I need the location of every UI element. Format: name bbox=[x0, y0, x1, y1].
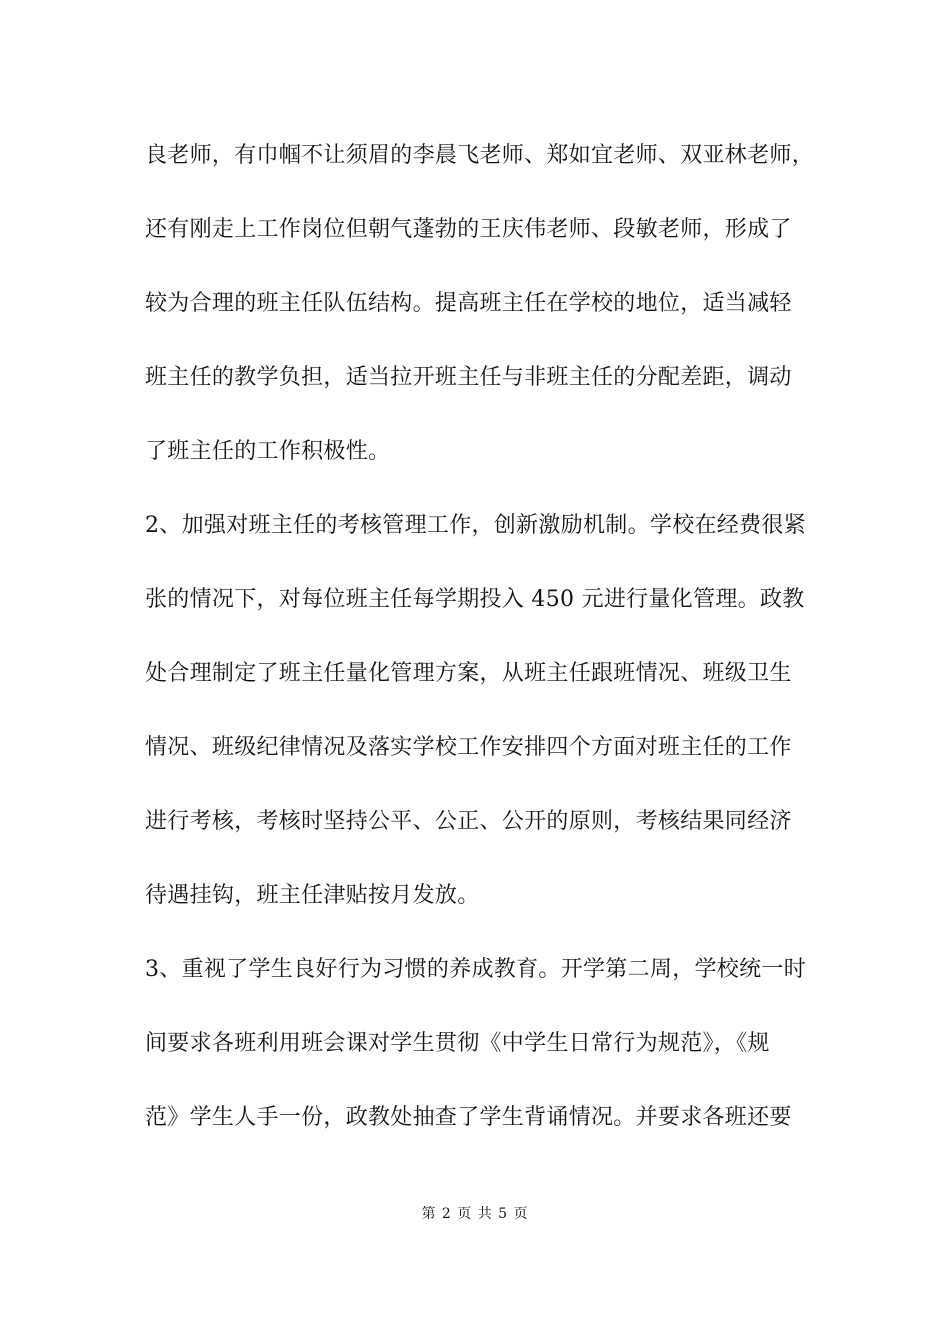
text-line: 待遇挂钩，班主任津贴按月发放。 bbox=[145, 883, 480, 908]
text-line: 张的情况下，对每位班主任每学期投入 450 元进行量化管理。政教 bbox=[145, 587, 805, 612]
text-line: 范》学生人手一份，政教处抽查了学生背诵情况。并要求各班还要 bbox=[145, 1105, 792, 1130]
text-line: 3、重视了学生良好行为习惯的养成教育。开学第二周，学校统一时 bbox=[145, 957, 806, 982]
text-line: 情况、班级纪律情况及落实学校工作安排四个方面对班主任的工作 bbox=[145, 735, 792, 760]
text-line: 2、加强对班主任的考核管理工作，创新激励机制。学校在经费很紧 bbox=[145, 513, 806, 538]
document-body bbox=[145, 128, 835, 1164]
text-line: 间要求各班利用班会课对学生贯彻《中学生日常行为规范》，《规 bbox=[145, 1031, 770, 1056]
page-footer: 第 2 页 共 5 页 bbox=[421, 1206, 529, 1222]
text-line: 处合理制定了班主任量化管理方案，从班主任跟班情况、班级卫生 bbox=[145, 661, 792, 686]
text-line: 良老师，有巾帼不让须眉的李晨飞老师、郑如宜老师、双亚林老师， bbox=[145, 143, 815, 168]
text-line: 进行考核，考核时坚持公平、公正、公开的原则，考核结果同经济 bbox=[145, 809, 792, 834]
text-line: 班主任的教学负担，适当拉开班主任与非班主任的分配差距，调动 bbox=[145, 365, 792, 390]
text-line: 还有刚走上工作岗位但朝气蓬勃的王庆伟老师、段敏老师，形成了 bbox=[145, 217, 792, 242]
text-line: 了班主任的工作积极性。 bbox=[145, 439, 391, 464]
text-line: 较为合理的班主任队伍结构。提高班主任在学校的地位，适当减轻 bbox=[145, 291, 792, 316]
